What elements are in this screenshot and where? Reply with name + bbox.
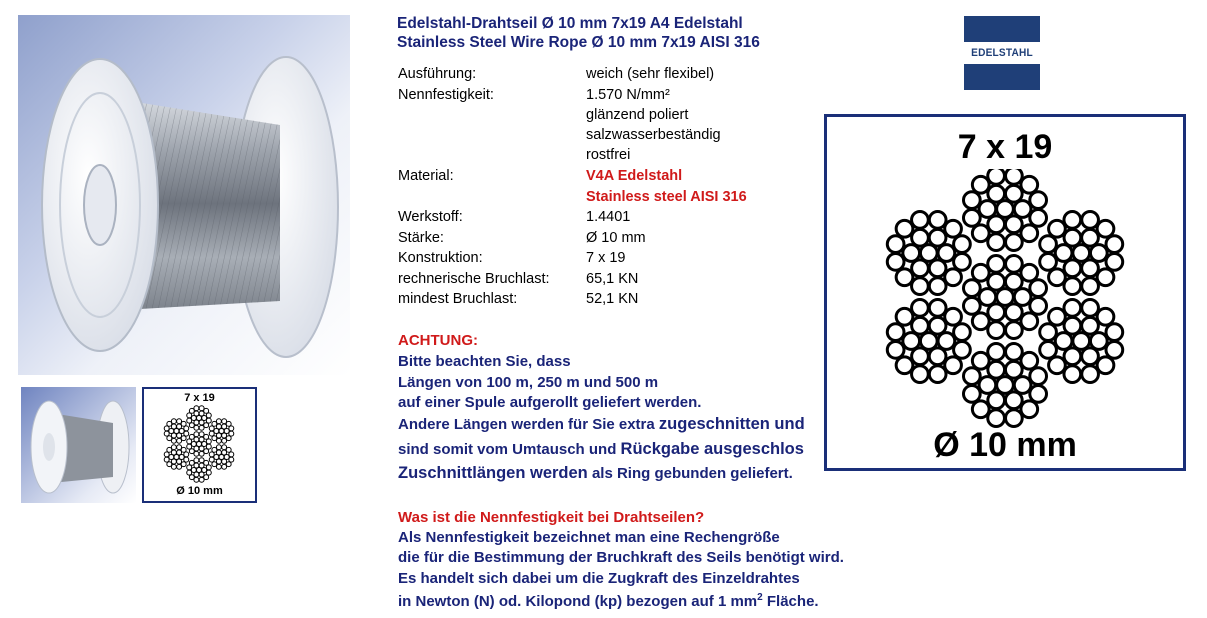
wire xyxy=(1049,269,1066,286)
wire xyxy=(222,459,227,464)
wire xyxy=(929,260,946,277)
notice-heading: ACHTUNG: xyxy=(398,332,478,349)
faq-line: Als Nennfestigkeit bezeichnet man eine Rechengröße xyxy=(398,529,780,546)
wire xyxy=(164,431,169,436)
wire xyxy=(945,357,962,374)
wire xyxy=(896,357,913,374)
wire xyxy=(206,465,211,470)
notice-emphasis: Rückgabe ausgeschlos xyxy=(620,440,804,458)
cross-section-diameter-label: Ø 10 mm xyxy=(933,426,1077,464)
wire xyxy=(929,211,946,228)
wire xyxy=(1097,269,1114,286)
wire xyxy=(194,406,199,411)
superscript-two: 2 xyxy=(757,592,763,603)
thumb-diameter-label: Ø 10 mm xyxy=(176,485,223,497)
wire xyxy=(171,419,176,424)
wire xyxy=(1021,313,1038,330)
wire xyxy=(1049,357,1066,374)
wire xyxy=(929,366,946,383)
wire xyxy=(177,433,182,438)
wire xyxy=(988,343,1005,360)
wire xyxy=(1005,304,1022,321)
wire xyxy=(1040,236,1057,253)
wire xyxy=(1106,342,1123,359)
wire xyxy=(988,361,1005,378)
wire xyxy=(1082,260,1099,277)
thumb-construction-label: 7 x 19 xyxy=(184,392,215,404)
spec-property: rostfrei xyxy=(586,147,631,163)
wire xyxy=(963,298,980,315)
wire xyxy=(1006,343,1023,360)
wire xyxy=(1021,401,1038,418)
wire xyxy=(222,424,227,429)
wire xyxy=(187,470,192,475)
wire xyxy=(1005,185,1022,202)
spec-value-werkstoff: 1.4401 xyxy=(586,209,631,225)
wire xyxy=(1005,216,1022,233)
notice-line-part: als Ring gebunden geliefert. xyxy=(587,465,793,482)
wire xyxy=(1030,298,1047,315)
wire xyxy=(972,176,989,193)
spec-value-staerke: Ø 10 mm xyxy=(586,230,646,246)
wire xyxy=(912,299,929,316)
notice-line xyxy=(398,464,793,483)
wire xyxy=(988,169,1005,184)
faq-line-part: in Newton (N) od. Kilopond (kp) bezogen auf 1 mm xyxy=(398,593,758,610)
product-main-image xyxy=(18,15,350,375)
wire xyxy=(887,254,904,271)
notice-line xyxy=(398,440,827,459)
wire xyxy=(194,432,199,437)
spec-value-material-en: Stainless steel AISI 316 xyxy=(586,189,747,205)
notice-line xyxy=(398,415,805,434)
wire xyxy=(229,426,234,431)
wire xyxy=(972,225,989,242)
wire xyxy=(1030,210,1047,227)
wire xyxy=(177,438,182,443)
cross-section-panel xyxy=(824,114,1186,471)
spec-value-rech-bruchlast: 65,1 KN xyxy=(586,271,639,287)
wire xyxy=(1005,273,1022,290)
wire xyxy=(1082,299,1099,316)
wire xyxy=(216,445,221,450)
wire xyxy=(199,477,204,482)
wire xyxy=(1021,225,1038,242)
wire xyxy=(216,450,221,455)
spec-label-konstruktion: Konstruktion: xyxy=(398,250,483,266)
wire xyxy=(194,411,199,416)
spec-label-material: Material: xyxy=(398,168,454,184)
wire xyxy=(206,413,211,418)
wire xyxy=(988,255,1005,272)
wire xyxy=(1021,176,1038,193)
wire xyxy=(1082,229,1099,246)
cross-section-construction-label: 7 x 19 xyxy=(957,128,1053,166)
wire xyxy=(194,458,199,463)
notice-emphasis: Zuschnittlängen werden xyxy=(398,464,588,482)
wire xyxy=(222,433,227,438)
wire xyxy=(1040,254,1057,271)
wire xyxy=(929,348,946,365)
wire xyxy=(177,450,182,455)
wire xyxy=(1106,254,1123,271)
wire xyxy=(912,366,929,383)
wire xyxy=(988,322,1005,339)
wire xyxy=(222,464,227,469)
wire xyxy=(1064,317,1081,334)
spec-label-staerke: Stärke: xyxy=(398,230,444,246)
wire xyxy=(1106,324,1123,341)
wire xyxy=(184,426,189,431)
wire xyxy=(988,273,1005,290)
thumbnail-cross-section[interactable] xyxy=(142,387,257,503)
wire xyxy=(1005,392,1022,409)
wire xyxy=(945,220,962,237)
wire xyxy=(954,254,971,271)
wire xyxy=(171,424,176,429)
wire xyxy=(199,437,204,442)
wire xyxy=(206,439,211,444)
wire xyxy=(1040,324,1057,341)
spec-value-ausfuehrung: weich (sehr flexibel) xyxy=(586,66,715,82)
notice-line-part: sind somit vom Umtausch und xyxy=(398,441,621,458)
wire xyxy=(1006,322,1023,339)
spec-label-nennfestigkeit: Nennfestigkeit: xyxy=(398,87,494,103)
wire xyxy=(1064,278,1081,295)
wire xyxy=(896,269,913,286)
wire xyxy=(1030,386,1047,403)
wire xyxy=(963,368,980,385)
wire xyxy=(1082,317,1099,334)
wire xyxy=(1049,308,1066,325)
faq-line: Es handelt sich dabei um die Zugkraft des Einzeldrahtes xyxy=(398,570,800,587)
wire xyxy=(972,313,989,330)
notice-line: Bitte beachten Sie, dass xyxy=(398,353,571,370)
wire xyxy=(1082,278,1099,295)
wire xyxy=(954,342,971,359)
wire xyxy=(1064,229,1081,246)
wire xyxy=(1005,361,1022,378)
product-title-en: Stainless Steel Wire Rope Ø 10 mm 7x19 AISI 316 xyxy=(397,34,760,51)
wire xyxy=(199,425,204,430)
faq-line xyxy=(398,592,819,610)
wire xyxy=(171,450,176,455)
faq-line: die für die Bestimmung der Bruchkraft des Seils benötigt wird. xyxy=(398,549,844,566)
spec-value-nennfestigkeit: 1.570 N/mm² xyxy=(586,87,670,103)
spec-label-min-bruchlast: mindest Bruchlast: xyxy=(398,291,518,307)
spec-value-material-de: V4A Edelstahl xyxy=(586,168,683,184)
faq-line-part: Fläche. xyxy=(762,593,819,610)
wire xyxy=(177,459,182,464)
wire xyxy=(187,418,192,423)
spec-label-ausfuehrung: Ausführung: xyxy=(398,66,477,82)
wire xyxy=(1021,264,1038,281)
wire xyxy=(184,452,189,457)
wire xyxy=(912,317,929,334)
thumbnail-spool[interactable] xyxy=(21,387,136,503)
wire xyxy=(887,342,904,359)
notice-emphasis: zugeschnitten und xyxy=(658,415,805,433)
wire xyxy=(929,299,946,316)
wire xyxy=(988,185,1005,202)
wire xyxy=(222,438,227,443)
faq-question: Was ist die Nennfestigkeit bei Drahtseilen? xyxy=(398,509,705,526)
wire xyxy=(222,450,227,455)
wire xyxy=(887,236,904,253)
wire xyxy=(1021,352,1038,369)
wire xyxy=(1082,348,1099,365)
wire xyxy=(199,463,204,468)
spec-value-min-bruchlast: 52,1 KN xyxy=(586,291,639,307)
wire xyxy=(194,437,199,442)
wire xyxy=(199,446,204,451)
wire xyxy=(945,269,962,286)
spec-property: salzwasserbeständig xyxy=(586,127,721,143)
wire xyxy=(199,472,204,477)
wire xyxy=(1030,280,1047,297)
strand-diagram xyxy=(827,169,1183,429)
spec-label-werkstoff: Werkstoff: xyxy=(398,209,463,225)
wire xyxy=(177,464,182,469)
notice-line: auf einer Spule aufgerollt geliefert werden. xyxy=(398,394,702,411)
wire xyxy=(954,324,971,341)
wire xyxy=(945,308,962,325)
wire xyxy=(1006,169,1023,184)
wire xyxy=(1030,368,1047,385)
wire xyxy=(199,411,204,416)
wire xyxy=(896,220,913,237)
wire xyxy=(1030,192,1047,209)
wire xyxy=(988,234,1005,251)
wire xyxy=(229,452,234,457)
thumb-strand-diagram xyxy=(144,405,255,483)
wire xyxy=(972,352,989,369)
wire xyxy=(1106,236,1123,253)
wire xyxy=(929,317,946,334)
wire xyxy=(912,211,929,228)
wire xyxy=(963,192,980,209)
wire xyxy=(194,463,199,468)
wire xyxy=(1006,255,1023,272)
wire xyxy=(1040,342,1057,359)
edelstahl-logo xyxy=(964,16,1040,90)
notice-line-part: Andere Längen werden für Sie extra xyxy=(398,416,659,433)
wire xyxy=(972,264,989,281)
wire xyxy=(199,451,204,456)
wire xyxy=(887,324,904,341)
wire xyxy=(177,424,182,429)
wire xyxy=(216,419,221,424)
wire xyxy=(216,424,221,429)
wire xyxy=(187,444,192,449)
wire xyxy=(912,229,929,246)
wire xyxy=(1097,308,1114,325)
spec-property: glänzend poliert xyxy=(586,107,689,123)
wire xyxy=(199,420,204,425)
wire xyxy=(929,278,946,295)
spec-label-rech-bruchlast: rechnerische Bruchlast: xyxy=(398,271,550,287)
wire xyxy=(1006,410,1023,427)
spec-value-konstruktion: 7 x 19 xyxy=(586,250,626,266)
wire xyxy=(963,210,980,227)
logo-text: EDELSTAHL xyxy=(971,47,1033,59)
wire xyxy=(912,278,929,295)
wire xyxy=(1049,220,1066,237)
wire xyxy=(209,457,214,462)
wire xyxy=(896,308,913,325)
wire xyxy=(1064,299,1081,316)
wire xyxy=(1097,220,1114,237)
wire xyxy=(1006,234,1023,251)
product-title-de: Edelstahl-Drahtseil Ø 10 mm 7x19 A4 Edelstahl xyxy=(397,15,743,32)
wire xyxy=(963,386,980,403)
wire xyxy=(929,229,946,246)
wire xyxy=(1097,357,1114,374)
notice-line: Längen von 100 m, 250 m und 500 m xyxy=(398,374,659,391)
wire xyxy=(164,457,169,462)
wire xyxy=(1064,211,1081,228)
wire xyxy=(954,236,971,253)
wire xyxy=(1082,366,1099,383)
wire xyxy=(1064,366,1081,383)
wire xyxy=(972,401,989,418)
wire xyxy=(209,431,214,436)
wire xyxy=(1082,211,1099,228)
wire xyxy=(988,410,1005,427)
wire xyxy=(171,445,176,450)
wire xyxy=(963,280,980,297)
